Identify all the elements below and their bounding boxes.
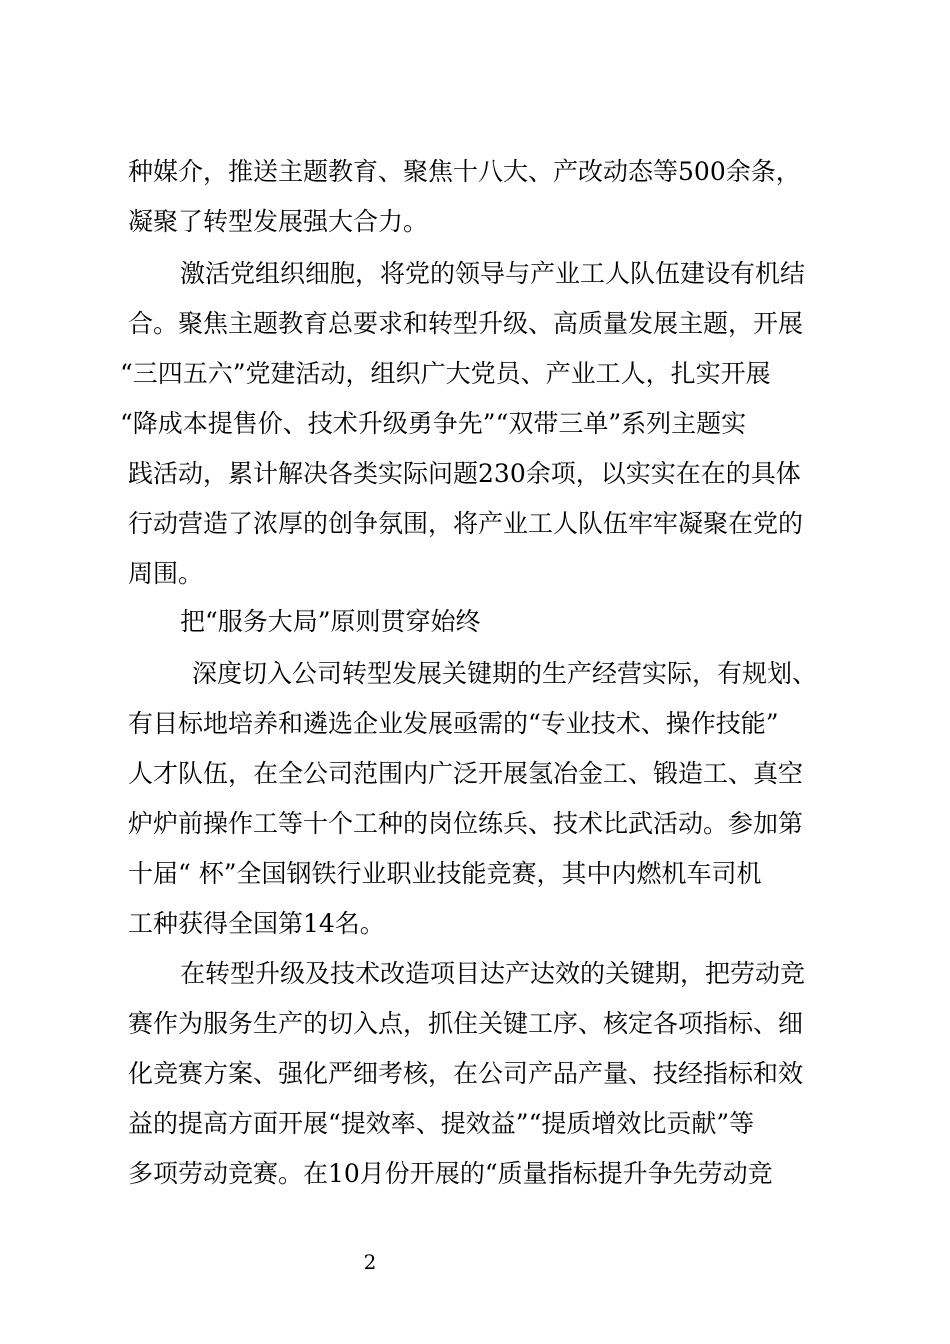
paragraph-2-line-1: 激活党组织细胞，将党的领导与产业工人队伍建设有机结: [180, 259, 806, 288]
paragraph-4-line-4: 炉炉前操作工等十个工种的岗位练兵、技术比武活动。参加第: [128, 809, 804, 838]
paragraph-5-line-3: 化竞赛方案、强化严细考核，在公司产品产量、技经指标和效: [128, 1059, 804, 1088]
paragraph-4-line-5: 十届“ 杯”全国钢铁行业职业技能竞赛，其中内燃机车司机: [128, 859, 762, 888]
paragraph-2-line-4: “降成本提售价、技术升级勇争先”“双带三单”系列主题实: [120, 409, 747, 438]
paragraph-5-line-1: 在转型升级及技术改造项目达产达效的关键期，把劳动竞: [180, 959, 806, 988]
page-number: 2: [363, 1250, 377, 1274]
paragraph-4-line-2: 有目标地培养和遴选企业发展亟需的“专业技术、操作技能”: [128, 709, 779, 738]
paragraph-4-line-6: 工种获得全国第14名。: [128, 909, 385, 938]
paragraph-2-line-2: 合。聚焦主题教育总要求和转型升级、高质量发展主题，开展: [128, 309, 804, 338]
paragraph-2-line-5: 践活动，累计解决各类实际问题230余项，以实实在在的具体: [128, 459, 801, 488]
paragraph-1-line-2: 凝聚了转型发展强大合力。: [128, 207, 429, 236]
paragraph-5-line-5: 多项劳动竞赛。在10月份开展的“质量指标提升争先劳动竞: [128, 1159, 773, 1188]
paragraph-2-line-6: 行动营造了浓厚的创争氛围，将产业工人队伍牢牢凝聚在党的: [128, 509, 804, 538]
paragraph-5-line-2: 赛作为服务生产的切入点，抓住关键工序、核定各项指标、细: [128, 1009, 804, 1038]
paragraph-4-line-3: 人才队伍，在全公司范围内广泛开展氢冶金工、锻造工、真空: [128, 759, 804, 788]
section-heading: 把“服务大局”原则贯穿始终: [180, 607, 481, 636]
paragraph-5-line-4: 益的提高方面开展“提效率、提效益”“提质增效比贡献”等: [128, 1109, 755, 1138]
paragraph-2-line-3: “三四五六”党建活动，组织广大党员、产业工人，扎实开展: [120, 359, 771, 388]
paragraph-1-line-1: 种媒介，推送主题教育、聚焦十八大、产改动态等500余条，: [128, 157, 801, 186]
paragraph-2-line-7: 周围。: [128, 559, 204, 588]
paragraph-4-line-1: 深度切入公司转型发展关键期的生产经营实际，有规划、: [192, 659, 818, 688]
